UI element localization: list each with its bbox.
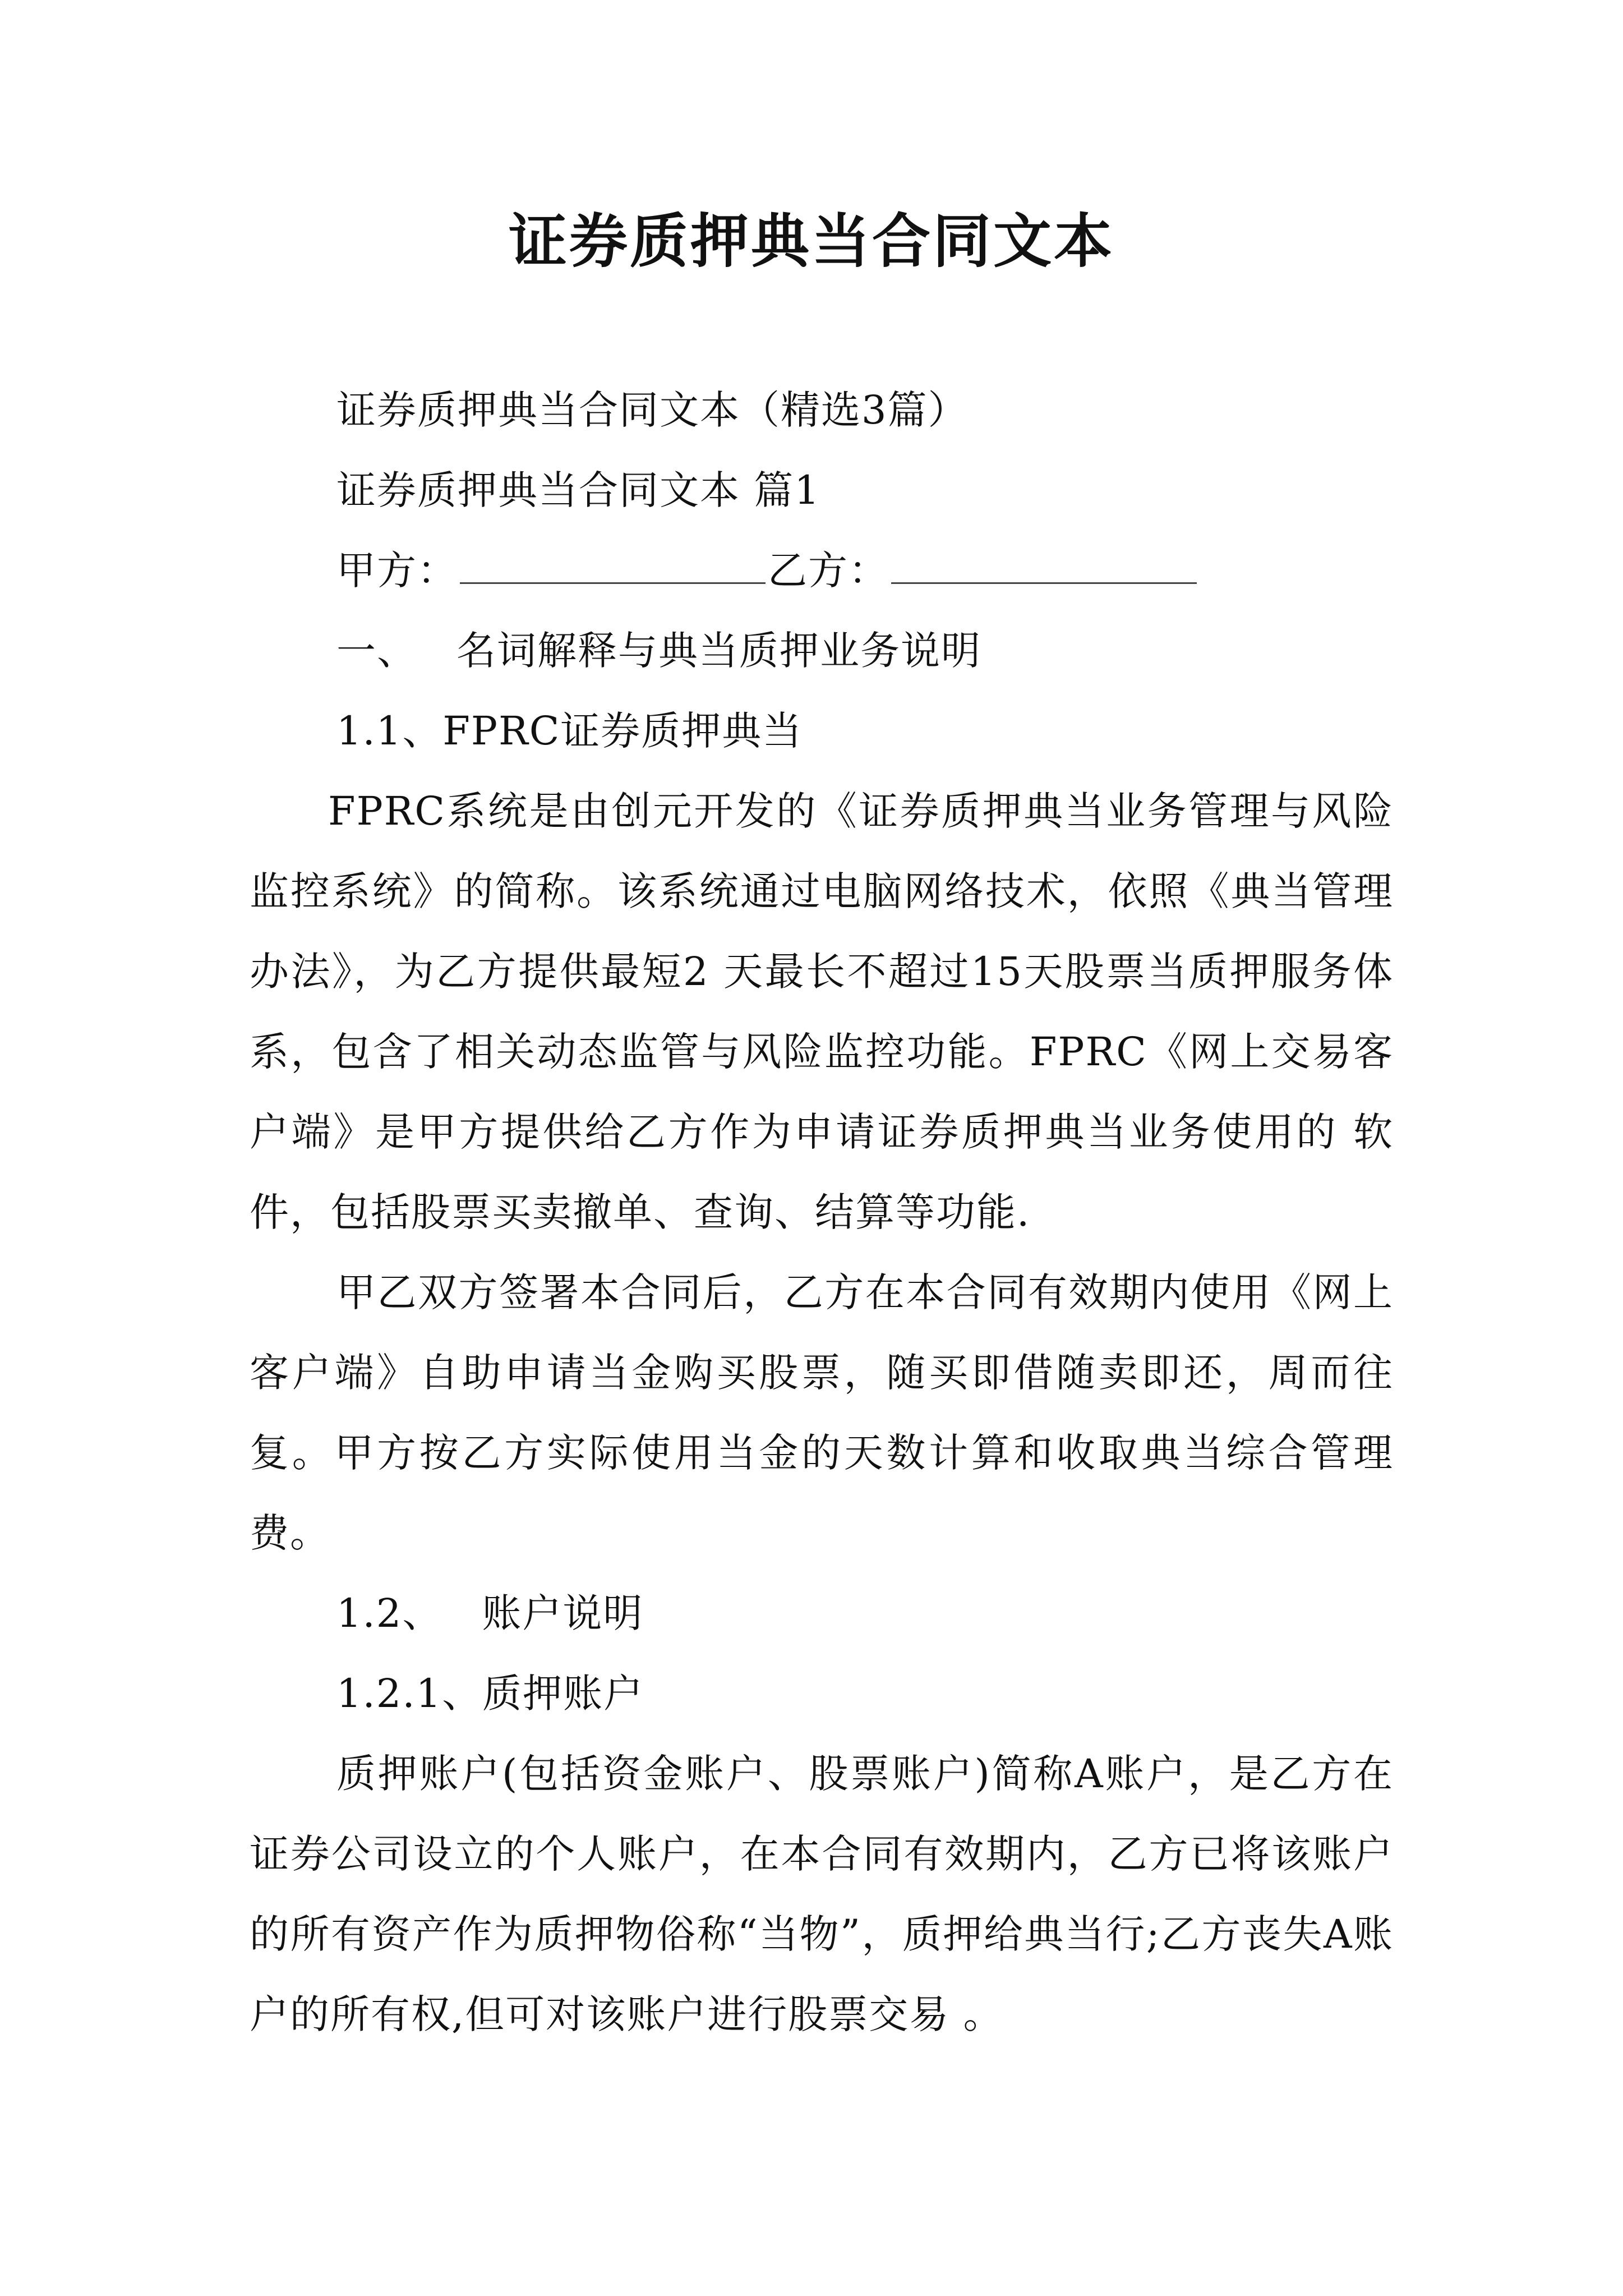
section-1-2-heading (250, 1573, 1394, 1654)
chapter-heading: 证券质押典当合同文本 篇1 (336, 467, 820, 513)
section-1-heading (250, 611, 1394, 691)
section-1-number: 一、 (336, 628, 417, 674)
party-a-blank (460, 545, 766, 584)
section-1-2-title: 账户说明 (482, 1590, 644, 1636)
section-1-title: 名词解释与典当质押业务说明 (457, 628, 981, 674)
paragraph-contract-usage: 甲乙双方签署本合同后，乙方在本合同有效期内使用《网上客户端》自助申请当金购买股票，随买即借随卖即还，周而往复。甲方按乙方实际使用当金的天数计算和收取典当综合管理费。 (250, 1269, 1394, 1556)
paragraph-fprc-system: FPRC系统是由创元开发的《证券质押典当业务管理与风险监控系统》的简称。该系统通过电脑网络技术，依照《典当管理办法》，为乙方提供最短2 天最长不超过15天股票当质押服务体系，包含了相关动态监管与风险监控功能。FPRC《网上交易客户端》是甲方提供给乙方作为申请证券质押典当业务使用的 软件，包括股票买卖撤单、查询、结算等功能. (250, 788, 1394, 1235)
parties-line (250, 531, 1394, 611)
document-title: 证券质押典当合同文本 (508, 207, 1114, 275)
party-b-blank (891, 545, 1197, 584)
section-1-1-heading: 1.1、FPRC证券质押典当 (336, 708, 803, 754)
subtitle-line: 证券质押典当合同文本（精选3篇） (336, 387, 969, 433)
paragraph-pledge-account: 质押账户(包括资金账户、股票账户)简称A账户，是乙方在证券公司设立的个人账户，在本合同有效期内，乙方已将该账户的所有资产作为质押物俗称“当物”，质押给典当行;乙方丧失A账户的所有权,但可对该账户进行股票交易 。 (250, 1751, 1394, 2037)
party-a-label: 甲方： (336, 547, 458, 593)
party-b-label: 乙方： (768, 547, 889, 593)
section-1-2-number: 1.2、 (336, 1590, 443, 1636)
document-body (250, 370, 1394, 2055)
section-1-2-1-heading: 1.2.1、质押账户 (336, 1671, 644, 1717)
